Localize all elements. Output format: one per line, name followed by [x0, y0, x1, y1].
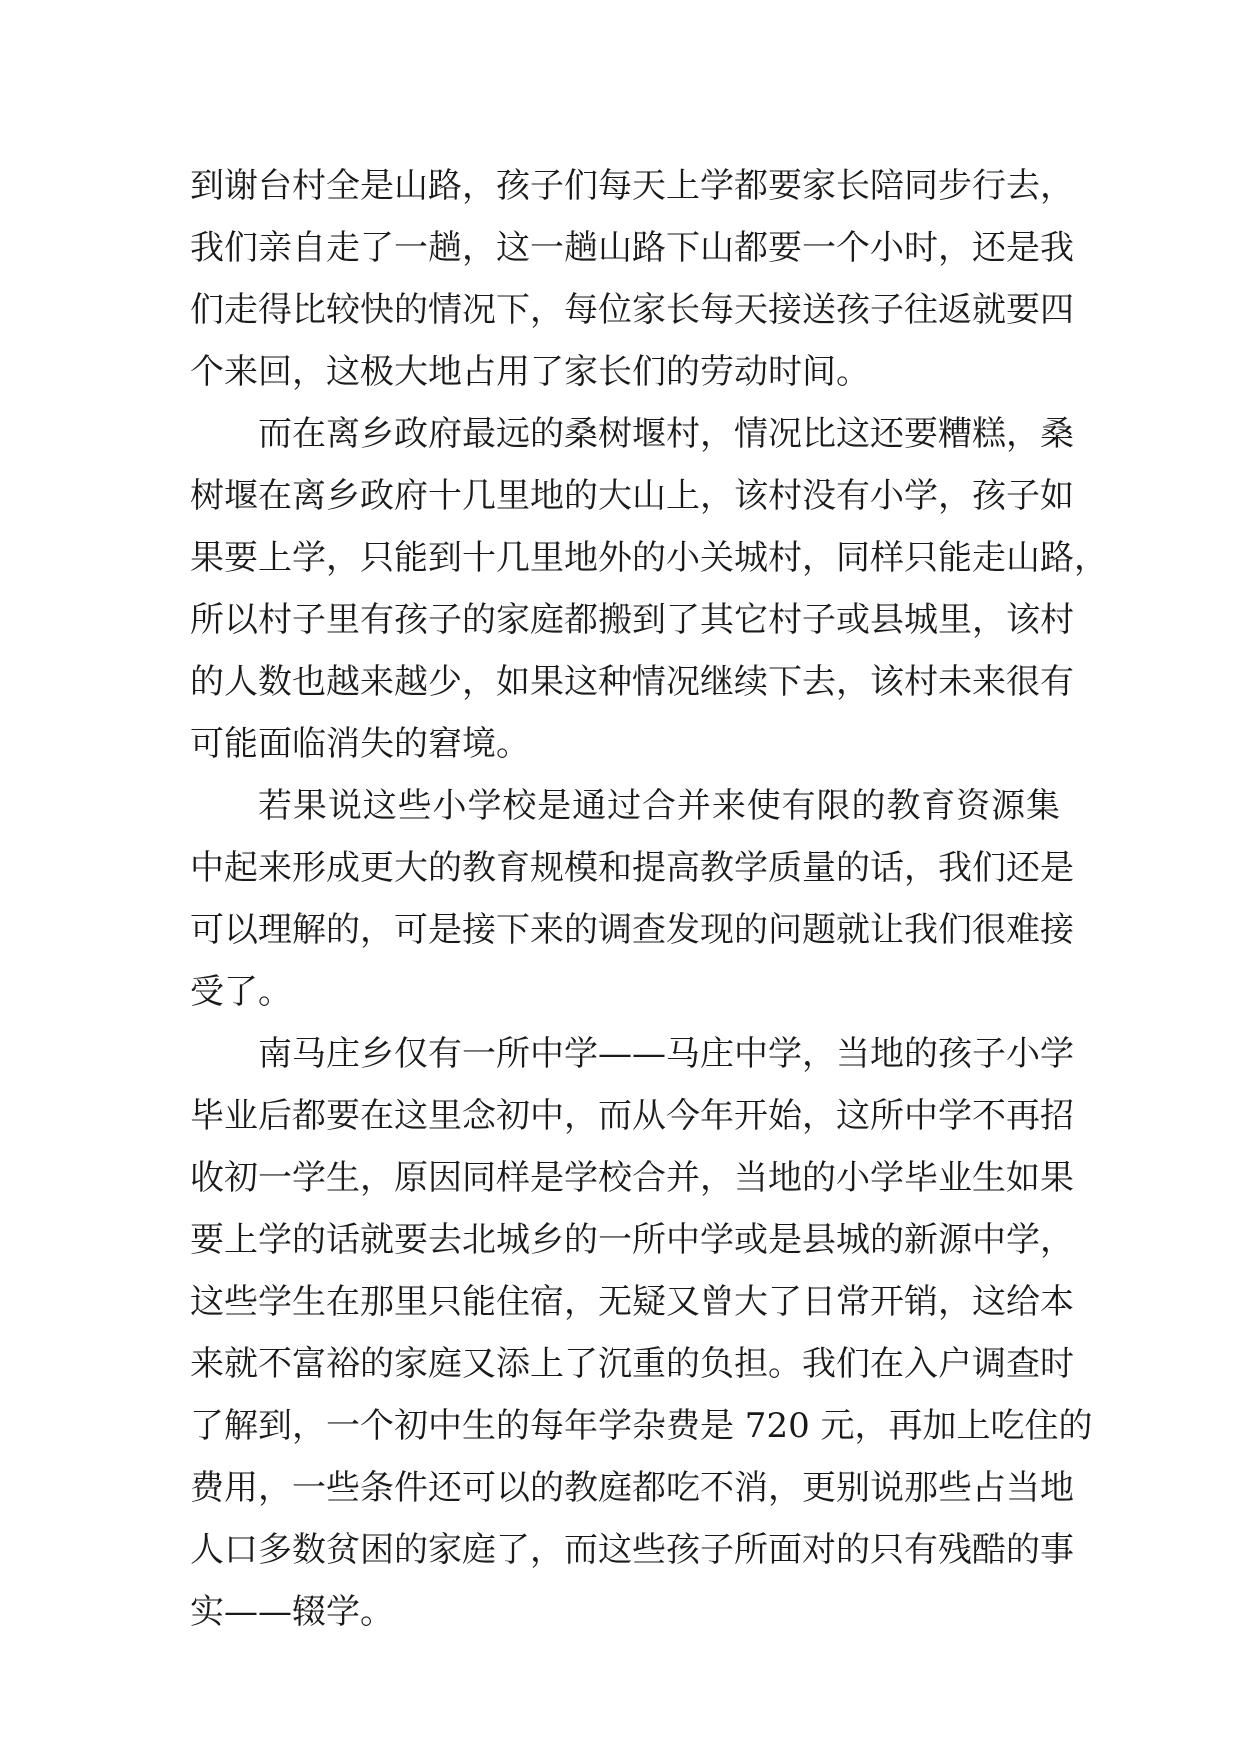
text-line: 到谢台村全是山路，孩子们每天上学都要家长陪同步行去，: [190, 166, 1074, 206]
text-line: 可以理解的，可是接下来的调查发现的问题就让我们很难接: [190, 910, 1074, 950]
text-line: 毕业后都要在这里念初中，而从今年开始，这所中学不再招: [190, 1096, 1074, 1136]
text-line: 这些学生在那里只能住宿，无疑又曾大了日常开销，这给本: [190, 1282, 1074, 1322]
text-line: 来就不富裕的家庭又添上了沉重的负担。我们在入户调查时: [190, 1344, 1074, 1384]
text-line: 收初一学生，原因同样是学校合并，当地的小学毕业生如果: [190, 1158, 1074, 1198]
text-line: 所以村子里有孩子的家庭都搬到了其它村子或县城里，该村: [190, 600, 1074, 640]
text-line: 可能面临消失的窘境。: [190, 724, 530, 764]
text-line: 树堰在离乡政府十几里地的大山上，该村没有小学，孩子如: [190, 476, 1074, 516]
text-line: 的人数也越来越少，如果这种情况继续下去，该村未来很有: [190, 662, 1074, 702]
text-line: 要上学的话就要去北城乡的一所中学或是县城的新源中学，: [190, 1220, 1074, 1260]
paragraph-first-line: 若果说这些小学校是通过合并来使有限的教育资源集: [258, 786, 1060, 826]
text-line: 们走得比较快的情况下，每位家长每天接送孩子往返就要四: [190, 290, 1074, 330]
text-line: 人口多数贫困的家庭了，而这些孩子所面对的只有残酷的事: [190, 1530, 1074, 1570]
text-line: 我们亲自走了一趟，这一趟山路下山都要一个小时，还是我: [190, 228, 1074, 268]
paragraph-first-line: 南马庄乡仅有一所中学——马庄中学，当地的孩子小学: [258, 1034, 1074, 1074]
text-line: 中起来形成更大的教育规模和提高教学质量的话，我们还是: [190, 848, 1074, 888]
text-line: 受了。: [190, 972, 292, 1012]
text-line: 实——辍学。: [190, 1592, 394, 1632]
text-line: 果要上学，只能到十几里地外的小关城村，同样只能走山路，: [190, 538, 1108, 578]
text-line: 了解到，一个初中生的每年学杂费是 720 元，再加上吃住的: [190, 1406, 1093, 1446]
text-line: 个来回，这极大地占用了家长们的劳动时间。: [190, 352, 870, 392]
paragraph-first-line: 而在离乡政府最远的桑树堰村，情况比这还要糟糕，桑: [258, 414, 1074, 454]
text-line: 费用，一些条件还可以的教庭都吃不消，更别说那些占当地: [190, 1468, 1074, 1508]
